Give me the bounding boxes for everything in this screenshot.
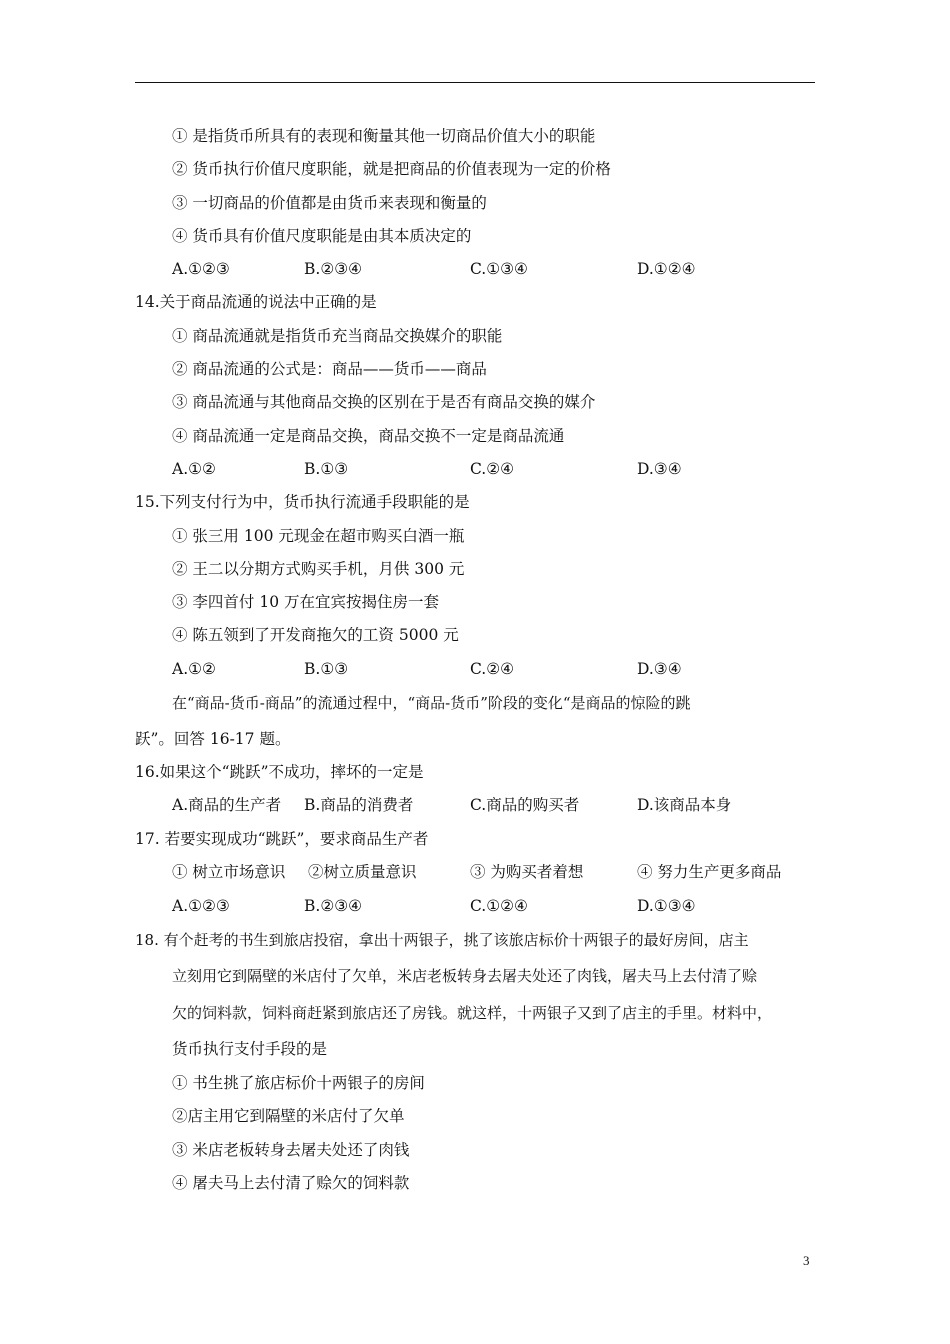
q15-options	[172, 659, 812, 679]
q15-item-1: ① 张三用 100 元现金在超市购买白酒一瓶	[172, 527, 465, 545]
q16-stem: 16.如果这个“跳跃”不成功，摔坏的一定是	[135, 763, 424, 781]
q14-item-2: ② 商品流通的公式是：商品——货币——商品	[172, 360, 487, 378]
q16-option-c: C.商品的购买者	[470, 796, 580, 814]
q13-option-b: B.②③④	[304, 260, 363, 278]
q16-options	[172, 795, 812, 815]
q15-option-a: A.①②	[172, 660, 216, 678]
q14-options	[172, 459, 812, 479]
q13-item-3: ③ 一切商品的价值都是由货币来表现和衡量的	[172, 194, 487, 212]
q17-item-2: ②树立质量意识	[308, 863, 417, 881]
q15-stem: 15.下列支付行为中，货币执行流通手段职能的是	[135, 493, 470, 511]
q13-item-4: ④ 货币具有价值尺度职能是由其本质决定的	[172, 227, 472, 245]
q13-item-1: ① 是指货币所具有的表现和衡量其他一切商品价值大小的职能	[172, 127, 596, 145]
q17-stem: 17. 若要实现成功“跳跃”，要求商品生产者	[135, 830, 429, 848]
q18-item-1: ① 书生挑了旅店标价十两银子的房间	[172, 1074, 425, 1092]
q14-item-4: ④ 商品流通一定是商品交换，商品交换不一定是商品流通	[172, 427, 565, 445]
q18-stem-line-3: 欠的饲料款，饲料商赶紧到旅店还了房钱。就这样，十两银子又到了店主的手里。材料中，	[172, 1004, 773, 1022]
q14-item-1: ① 商品流通就是指货币充当商品交换媒介的职能	[172, 327, 503, 345]
q15-item-4: ④ 陈五领到了开发商拖欠的工资 5000 元	[172, 626, 459, 644]
q18-stem-line-4: 货币执行支付手段的是	[172, 1040, 328, 1058]
q16-option-b: B.商品的消费者	[304, 796, 414, 814]
q17-option-d: D.①③④	[637, 897, 696, 915]
q17-item-1: ① 树立市场意识	[172, 863, 286, 881]
passage-line-1: 在“商品-货币-商品”的流通过程中，“商品-货币”阶段的变化“是商品的惊险的跳	[172, 694, 691, 712]
page-number: 3	[803, 1253, 810, 1268]
q17-option-c: C.①②④	[470, 897, 528, 915]
q15-item-3: ③ 李四首付 10 万在宜宾按揭住房一套	[172, 593, 440, 611]
q18-stem-line-1: 18. 有个赶考的书生到旅店投宿，拿出十两银子，挑了该旅店标价十两银子的最好房间，店主	[135, 931, 749, 949]
q14-option-a: A.①②	[172, 460, 216, 478]
q17-items	[172, 862, 812, 882]
q16-option-d: D.该商品本身	[637, 796, 732, 814]
q15-item-2: ② 王二以分期方式购买手机，月供 300 元	[172, 560, 465, 578]
header-rule	[135, 82, 815, 83]
q17-item-4: ④ 努力生产更多商品	[637, 863, 782, 881]
q17-option-b: B.②③④	[304, 897, 363, 915]
q14-option-d: D.③④	[637, 460, 682, 478]
q14-item-3: ③ 商品流通与其他商品交换的区别在于是否有商品交换的媒介	[172, 393, 596, 411]
q15-option-d: D.③④	[637, 660, 682, 678]
q13-option-a: A.①②③	[172, 260, 230, 278]
q17-item-3: ③ 为购买者着想	[470, 863, 584, 881]
q13-item-2: ② 货币执行价值尺度职能，就是把商品的价值表现为一定的价格	[172, 160, 611, 178]
q16-option-a: A.商品的生产者	[172, 796, 282, 814]
q13-option-d: D.①②④	[637, 260, 696, 278]
q18-stem-line-2: 立刻用它到隔壁的米店付了欠单，米店老板转身去屠夫处还了肉钱，屠夫马上去付清了赊	[172, 967, 758, 985]
q14-stem: 14.关于商品流通的说法中正确的是	[135, 293, 377, 311]
q15-option-b: B.①③	[304, 660, 349, 678]
q18-item-3: ③ 米店老板转身去屠夫处还了肉钱	[172, 1141, 410, 1159]
passage-line-2: 跃”。回答 16-17 题。	[135, 730, 291, 748]
q17-options	[172, 896, 812, 916]
q17-option-a: A.①②③	[172, 897, 230, 915]
q18-item-4: ④ 屠夫马上去付清了赊欠的饲料款	[172, 1174, 410, 1192]
q15-option-c: C.②④	[470, 660, 515, 678]
q13-options	[172, 259, 812, 279]
q14-option-c: C.②④	[470, 460, 515, 478]
q14-option-b: B.①③	[304, 460, 349, 478]
q13-option-c: C.①③④	[470, 260, 528, 278]
q18-item-2: ②店主用它到隔壁的米店付了欠单	[172, 1107, 405, 1125]
